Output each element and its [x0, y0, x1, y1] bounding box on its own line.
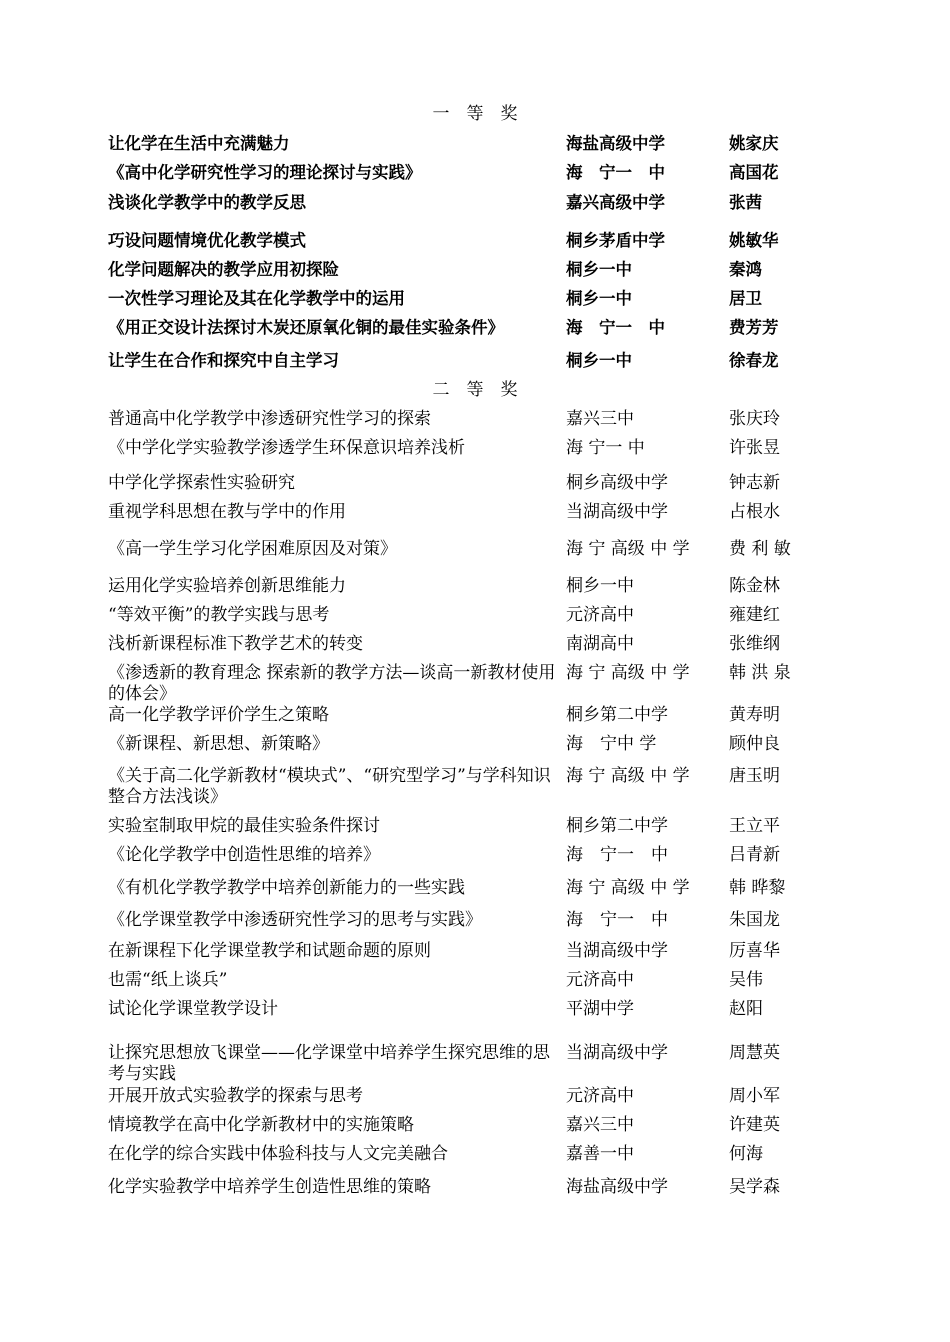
- entry-title: 《渗透新的教育理念 探索新的教学方法—谈高一新教材使用的体会》: [108, 663, 556, 704]
- list-item: [108, 288, 808, 310]
- entry-name: 许建英: [729, 1115, 780, 1135]
- entry-title: 让化学在生活中充满魅力: [108, 134, 290, 153]
- entry-title: 在新课程下化学课堂教学和试题命题的原则: [108, 941, 431, 961]
- list-item: [108, 845, 808, 867]
- entry-name: 吴伟: [729, 970, 763, 990]
- list-item: [108, 230, 808, 252]
- entry-school: 海 宁一 中: [566, 163, 665, 182]
- list-item: [108, 941, 808, 963]
- entry-title: “等效平衡”的教学实践与思考: [108, 605, 330, 625]
- entry-title: 《高中化学研究性学习的理论探讨与实践》: [108, 163, 422, 182]
- entry-name: 许张昱: [729, 438, 780, 458]
- list-item: [108, 766, 808, 810]
- entry-name: 朱国龙: [729, 910, 780, 930]
- entry-title: 试论化学课堂教学设计: [108, 999, 278, 1019]
- second-prize-heading-text: 二 等 奖: [432, 380, 518, 400]
- entry-title: 情境教学在高中化学新教材中的实施策略: [108, 1115, 414, 1135]
- entry-school: 桐乡一中: [566, 260, 632, 279]
- list-item: [108, 576, 808, 598]
- entry-name: 居卫: [729, 289, 762, 308]
- entry-title: 《关于高二化学新教材“模块式”、“研究型学习”与学科知识整合方法浅谈》: [108, 766, 551, 807]
- entry-name: 张维纲: [729, 634, 780, 654]
- entry-title: 高一化学教学评价学生之策略: [108, 705, 329, 725]
- entry-school: 平湖中学: [566, 999, 634, 1019]
- entry-title: 浅析新课程标准下教学艺术的转变: [108, 634, 363, 654]
- list-item: [108, 350, 808, 372]
- list-item: [108, 1043, 808, 1087]
- first-prize-heading-text: 一 等 奖: [432, 104, 518, 124]
- entry-school: 海 宁 高级 中 学: [566, 663, 690, 683]
- entry-name: 高国花: [729, 163, 779, 182]
- entry-name: 姚敏华: [729, 231, 779, 250]
- list-item: [108, 634, 808, 656]
- entry-name: 韩 晔黎: [729, 878, 786, 898]
- entry-school: 当湖高级中学: [566, 502, 668, 522]
- entry-title: 《用正交设计法探讨木炭还原氧化铜的最佳实验条件》: [108, 318, 504, 337]
- list-item: [108, 1115, 808, 1137]
- list-item: [108, 605, 808, 627]
- entry-name: 周慧英: [729, 1043, 780, 1063]
- entry-school: 桐乡第二中学: [566, 705, 668, 725]
- list-item: [108, 502, 808, 524]
- list-item: [108, 409, 808, 431]
- list-item: [108, 878, 808, 900]
- list-item: [108, 734, 808, 756]
- entry-school: 嘉善一中: [566, 1144, 634, 1164]
- list-item: [108, 192, 808, 214]
- entry-title: 实验室制取甲烷的最佳实验条件探讨: [108, 816, 380, 836]
- entry-school: 元济高中: [566, 1086, 634, 1106]
- entry-school: 元济高中: [566, 605, 634, 625]
- entry-name: 徐春龙: [729, 351, 779, 370]
- entry-title: 普通高中化学教学中渗透研究性学习的探索: [108, 409, 431, 429]
- first-prize-heading: [0, 104, 950, 124]
- list-item: [108, 1177, 808, 1199]
- entry-title: 《有机化学教学教学中培养创新能力的一些实践: [108, 878, 465, 898]
- entry-school: 嘉兴高级中学: [566, 193, 665, 212]
- entry-title: 重视学科思想在教与学中的作用: [108, 502, 346, 522]
- list-item: [108, 259, 808, 281]
- entry-name: 钟志新: [729, 473, 780, 493]
- entry-name: 王立平: [729, 816, 780, 836]
- second-prize-heading: [0, 380, 950, 400]
- entry-school: 嘉兴三中: [566, 409, 634, 429]
- entry-title: 运用化学实验培养创新思维能力: [108, 576, 346, 596]
- entry-name: 张庆玲: [729, 409, 780, 429]
- entry-school: 元济高中: [566, 970, 634, 990]
- entry-school: 桐乡一中: [566, 576, 634, 596]
- entry-title: 《论化学教学中创造性思维的培养》: [108, 845, 380, 865]
- entry-name: 韩 洪 泉: [729, 663, 791, 683]
- entry-title: 让探究思想放飞课堂——化学课堂中培养学生探究思维的思考与实践: [108, 1043, 550, 1084]
- entry-title: 浅谈化学教学中的教学反思: [108, 193, 306, 212]
- list-item: [108, 133, 808, 155]
- entry-school: 桐乡第二中学: [566, 816, 668, 836]
- list-item: [108, 999, 808, 1021]
- entry-school: 桐乡高级中学: [566, 473, 668, 493]
- list-item: [108, 910, 808, 932]
- entry-name: 周小军: [729, 1086, 780, 1106]
- entry-name: 唐玉明: [729, 766, 780, 786]
- list-item: [108, 539, 808, 561]
- entry-school: 南湖高中: [566, 634, 634, 654]
- list-item: [108, 970, 808, 992]
- entry-school: 海 宁 高级 中 学: [566, 539, 690, 559]
- entry-name: 张茜: [729, 193, 762, 212]
- entry-school: 海 宁一 中: [566, 910, 668, 930]
- list-item: [108, 162, 808, 184]
- entry-title: 中学化学探索性实验研究: [108, 473, 295, 493]
- entry-name: 吕青新: [729, 845, 780, 865]
- entry-name: 姚家庆: [729, 134, 779, 153]
- entry-school: 当湖高级中学: [566, 1043, 668, 1063]
- entry-title: 巧设问题情境优化教学模式: [108, 231, 306, 250]
- entry-school: 海 宁一 中: [566, 318, 665, 337]
- entry-name: 费 利 敏: [729, 539, 791, 559]
- entry-school: 海盐高级中学: [566, 134, 665, 153]
- entry-title: 《新课程、新思想、新策略》: [108, 734, 329, 754]
- entry-school: 海 宁 高级 中 学: [566, 766, 690, 786]
- list-item: [108, 1086, 808, 1108]
- entry-name: 黄寿明: [729, 705, 780, 725]
- list-item: [108, 438, 808, 460]
- entry-name: 费芳芳: [729, 318, 779, 337]
- entry-title: 《化学课堂教学中渗透研究性学习的思考与实践》: [108, 910, 482, 930]
- list-item: [108, 816, 808, 838]
- entry-name: 吴学森: [729, 1177, 780, 1197]
- entry-school: 桐乡茅盾中学: [566, 231, 665, 250]
- entry-title: 在化学的综合实践中体验科技与人文完美融合: [108, 1144, 448, 1164]
- entry-name: 赵阳: [729, 999, 763, 1019]
- entry-school: 海 宁 高级 中 学: [566, 878, 690, 898]
- entry-title: 化学问题解决的教学应用初探险: [108, 260, 339, 279]
- entry-name: 秦鸿: [729, 260, 762, 279]
- entry-school: 桐乡一中: [566, 351, 632, 370]
- entry-school: 桐乡一中: [566, 289, 632, 308]
- list-item: [108, 317, 808, 339]
- list-item: [108, 663, 808, 707]
- entry-name: 占根水: [729, 502, 780, 522]
- list-item: [108, 705, 808, 727]
- entry-school: 海 宁一 中: [566, 438, 645, 458]
- entry-name: 顾仲良: [729, 734, 780, 754]
- entry-name: 陈金林: [729, 576, 780, 596]
- entry-title: 《中学化学实验教学渗透学生环保意识培养浅析: [108, 438, 465, 458]
- list-item: [108, 1144, 808, 1166]
- entry-school: 当湖高级中学: [566, 941, 668, 961]
- entry-name: 厉喜华: [729, 941, 780, 961]
- entry-title: 让学生在合作和探究中自主学习: [108, 351, 339, 370]
- entry-name: 雍建红: [729, 605, 780, 625]
- entry-title: 化学实验教学中培养学生创造性思维的策略: [108, 1177, 431, 1197]
- entry-school: 海 宁一 中: [566, 845, 668, 865]
- entry-title: 也需“纸上谈兵”: [108, 970, 228, 990]
- entry-title: 一次性学习理论及其在化学教学中的运用: [108, 289, 405, 308]
- list-item: [108, 473, 808, 495]
- entry-title: 《高一学生学习化学困难原因及对策》: [108, 539, 397, 559]
- entry-school: 嘉兴三中: [566, 1115, 634, 1135]
- entry-name: 何海: [729, 1144, 763, 1164]
- entry-school: 海 宁中 学: [566, 734, 657, 754]
- entry-title: 开展开放式实验教学的探索与思考: [108, 1086, 363, 1106]
- entry-school: 海盐高级中学: [566, 1177, 668, 1197]
